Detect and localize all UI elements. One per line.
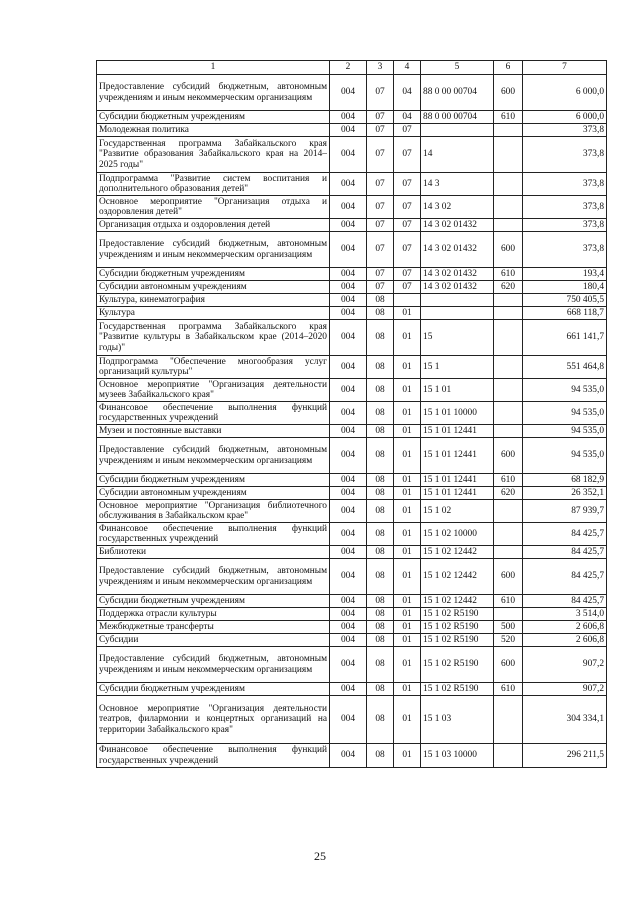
row-name: Субсидии бюджетным учреждениям [97,268,330,281]
header-row [97,61,607,75]
row-section: 07 [367,111,394,124]
row-target-code [421,124,494,137]
row-name: Финансовое обеспечение выполнения функций государственных учреждений [97,744,330,768]
header-cell: 5 [421,61,494,75]
row-section: 08 [367,379,394,402]
row-target-code: 15 1 02 12442 [421,559,494,595]
row-admin-code: 004 [330,232,367,268]
row-target-code: 14 3 02 01432 [421,219,494,232]
row-target-code: 14 3 02 01432 [421,232,494,268]
row-name: Поддержка отрасли культуры [97,608,330,621]
row-name: Основное мероприятие "Организация библиотечного обслуживания в Забайкальском крае" [97,500,330,523]
row-target-code: 14 3 02 01432 [421,268,494,281]
row-name: Предоставление субсидий бюджетным, автономным учреждениям и иным некоммерческим организациям [97,647,330,683]
row-target-code: 15 1 02 12442 [421,546,494,559]
row-name: Предоставление субсидий бюджетным, автономным учреждениям и иным некоммерческим организациям [97,438,330,474]
row-target-code: 15 1 02 12442 [421,595,494,608]
row-amount: 296 211,5 [523,744,607,768]
table-row [97,523,607,546]
row-expense-type: 610 [494,268,523,281]
row-target-code: 15 1 02 R5190 [421,634,494,647]
row-name: Подпрограмма "Обеспечение многообразия услуг организаций культуры" [97,356,330,379]
row-expense-type [494,696,523,744]
row-admin-code: 004 [330,438,367,474]
row-expense-type: 620 [494,487,523,500]
row-expense-type [494,320,523,356]
row-amount: 94 535,0 [523,438,607,474]
row-target-code: 15 1 02 R5190 [421,608,494,621]
row-subsection: 01 [394,744,421,768]
table-row [97,379,607,402]
table-row [97,124,607,137]
table-row [97,268,607,281]
row-name: Межбюджетные трансферты [97,621,330,634]
row-expense-type: 610 [494,111,523,124]
row-admin-code: 004 [330,268,367,281]
row-subsection: 04 [394,75,421,111]
row-section: 07 [367,196,394,219]
table-row [97,137,607,173]
row-subsection: 01 [394,487,421,500]
row-admin-code: 004 [330,559,367,595]
row-name: Государственная программа Забайкальского края "Развитие культуры в Забайкальском крае (2014–2020 годы)" [97,320,330,356]
table-row [97,307,607,320]
row-subsection: 01 [394,425,421,438]
row-expense-type: 600 [494,647,523,683]
row-section: 07 [367,75,394,111]
row-admin-code: 004 [330,487,367,500]
table-row [97,546,607,559]
row-name: Предоставление субсидий бюджетным, автономным учреждениям и иным некоммерческим организациям [97,559,330,595]
row-admin-code: 004 [330,683,367,696]
row-admin-code: 004 [330,523,367,546]
row-section: 08 [367,474,394,487]
page-number: 25 [314,849,326,863]
row-subsection: 07 [394,268,421,281]
row-amount: 907,2 [523,647,607,683]
row-target-code: 15 1 02 R5190 [421,683,494,696]
row-expense-type [494,546,523,559]
row-name: Культура, кинематография [97,294,330,307]
table-row [97,356,607,379]
row-subsection: 01 [394,379,421,402]
row-subsection: 01 [394,474,421,487]
row-amount: 84 425,7 [523,595,607,608]
row-section: 07 [367,281,394,294]
row-expense-type: 600 [494,232,523,268]
row-expense-type: 600 [494,75,523,111]
row-subsection: 01 [394,608,421,621]
row-target-code: 88 0 00 00704 [421,111,494,124]
row-section: 08 [367,487,394,500]
row-expense-type [494,294,523,307]
row-section: 08 [367,523,394,546]
table-row [97,487,607,500]
row-amount: 373,8 [523,124,607,137]
row-expense-type [494,379,523,402]
table-row [97,500,607,523]
table-row [97,647,607,683]
row-amount: 193,4 [523,268,607,281]
row-section: 08 [367,294,394,307]
row-section: 08 [367,634,394,647]
table-row [97,744,607,768]
row-target-code: 15 1 02 R5190 [421,647,494,683]
row-subsection: 01 [394,634,421,647]
row-amount: 2 606,8 [523,634,607,647]
row-admin-code: 004 [330,634,367,647]
row-admin-code: 004 [330,402,367,425]
row-name: Субсидии автономным учреждениям [97,281,330,294]
row-target-code: 15 1 01 10000 [421,402,494,425]
row-amount: 373,8 [523,196,607,219]
row-name: Организация отдыха и оздоровления детей [97,219,330,232]
row-admin-code: 004 [330,379,367,402]
row-subsection: 01 [394,683,421,696]
row-name: Государственная программа Забайкальского края "Развитие образования Забайкальского края на 2014–2025 годы" [97,137,330,173]
table-row [97,425,607,438]
row-subsection: 01 [394,402,421,425]
row-admin-code: 004 [330,111,367,124]
row-amount: 94 535,0 [523,379,607,402]
row-target-code: 15 1 03 [421,696,494,744]
row-section: 08 [367,559,394,595]
row-expense-type [494,744,523,768]
table-row [97,111,607,124]
row-target-code [421,307,494,320]
header-cell: 4 [394,61,421,75]
row-amount: 87 939,7 [523,500,607,523]
table-row [97,232,607,268]
row-admin-code: 004 [330,356,367,379]
row-expense-type [494,196,523,219]
row-name: Основное мероприятие "Организация отдыха и оздоровления детей" [97,196,330,219]
row-section: 08 [367,608,394,621]
table-row [97,559,607,595]
row-section: 07 [367,137,394,173]
row-subsection: 07 [394,232,421,268]
row-name: Основное мероприятие "Организация деятельности музеев Забайкальского края" [97,379,330,402]
row-target-code: 15 1 02 10000 [421,523,494,546]
row-subsection: 07 [394,173,421,196]
row-target-code: 15 1 02 R5190 [421,621,494,634]
row-expense-type [494,219,523,232]
row-target-code: 15 1 01 12441 [421,438,494,474]
table-row [97,402,607,425]
row-section: 08 [367,647,394,683]
row-name: Субсидии бюджетным учреждениям [97,683,330,696]
row-target-code: 15 1 [421,356,494,379]
table-row [97,196,607,219]
row-admin-code: 004 [330,281,367,294]
row-amount: 373,8 [523,232,607,268]
table-row [97,621,607,634]
row-expense-type: 620 [494,281,523,294]
row-subsection: 07 [394,281,421,294]
table-row [97,219,607,232]
row-admin-code: 004 [330,75,367,111]
table-body [97,75,607,768]
row-name: Субсидии бюджетным учреждениям [97,111,330,124]
row-section: 08 [367,438,394,474]
row-amount: 373,8 [523,173,607,196]
row-amount: 84 425,7 [523,546,607,559]
row-target-code: 14 3 02 01432 [421,281,494,294]
row-expense-type [494,356,523,379]
row-expense-type [494,307,523,320]
row-amount: 750 405,5 [523,294,607,307]
row-name: Молодежная политика [97,124,330,137]
row-section: 08 [367,402,394,425]
table-row [97,173,607,196]
row-name: Субсидии автономным учреждениям [97,487,330,500]
table-row [97,696,607,744]
row-name: Субсидии [97,634,330,647]
row-name: Предоставление субсидий бюджетным, автономным учреждениям и иным некоммерческим организациям [97,232,330,268]
row-admin-code: 004 [330,173,367,196]
row-amount: 304 334,1 [523,696,607,744]
row-target-code [421,294,494,307]
row-expense-type: 600 [494,438,523,474]
row-amount: 84 425,7 [523,523,607,546]
row-subsection: 01 [394,523,421,546]
row-subsection: 01 [394,320,421,356]
row-name: Субсидии бюджетным учреждениям [97,474,330,487]
row-section: 08 [367,307,394,320]
row-target-code: 15 1 01 [421,379,494,402]
row-name: Субсидии бюджетным учреждениям [97,595,330,608]
row-admin-code: 004 [330,621,367,634]
row-subsection: 01 [394,356,421,379]
row-admin-code: 004 [330,294,367,307]
row-subsection: 01 [394,595,421,608]
row-admin-code: 004 [330,595,367,608]
row-target-code: 14 3 [421,173,494,196]
row-name: Музеи и постоянные выставки [97,425,330,438]
row-subsection: 01 [394,696,421,744]
row-admin-code: 004 [330,500,367,523]
row-amount: 26 352,1 [523,487,607,500]
table-row [97,281,607,294]
row-expense-type: 610 [494,683,523,696]
row-section: 08 [367,356,394,379]
row-amount: 373,8 [523,137,607,173]
row-admin-code: 004 [330,425,367,438]
row-target-code: 88 0 00 00704 [421,75,494,111]
row-subsection: 01 [394,546,421,559]
row-section: 08 [367,621,394,634]
table-row [97,634,607,647]
row-expense-type: 520 [494,634,523,647]
table-row [97,294,607,307]
row-section: 07 [367,232,394,268]
row-admin-code: 004 [330,320,367,356]
row-admin-code: 004 [330,124,367,137]
row-subsection: 01 [394,621,421,634]
header-cell: 3 [367,61,394,75]
budget-table [96,60,607,768]
row-subsection: 01 [394,438,421,474]
row-expense-type: 610 [494,595,523,608]
row-expense-type [494,608,523,621]
row-amount: 68 182,9 [523,474,607,487]
row-subsection: 01 [394,647,421,683]
row-target-code: 14 [421,137,494,173]
row-section: 08 [367,744,394,768]
row-section: 08 [367,595,394,608]
row-subsection: 04 [394,111,421,124]
row-amount: 373,8 [523,219,607,232]
header-cell: 6 [494,61,523,75]
row-subsection: 07 [394,124,421,137]
row-subsection: 07 [394,137,421,173]
row-amount: 3 514,0 [523,608,607,621]
row-subsection: 01 [394,500,421,523]
header-cell: 1 [97,61,330,75]
row-target-code: 14 3 02 [421,196,494,219]
table-row [97,608,607,621]
row-expense-type [494,523,523,546]
row-section: 08 [367,546,394,559]
row-section: 08 [367,500,394,523]
row-amount: 84 425,7 [523,559,607,595]
row-subsection: 01 [394,559,421,595]
row-section: 08 [367,425,394,438]
row-admin-code: 004 [330,744,367,768]
table-row [97,474,607,487]
row-subsection: 01 [394,307,421,320]
row-amount: 661 141,7 [523,320,607,356]
row-section: 07 [367,124,394,137]
row-admin-code: 004 [330,696,367,744]
row-subsection [394,294,421,307]
row-admin-code: 004 [330,474,367,487]
row-admin-code: 004 [330,219,367,232]
table-row [97,438,607,474]
row-section: 07 [367,173,394,196]
row-amount: 668 118,7 [523,307,607,320]
table-row [97,683,607,696]
row-name: Основное мероприятие "Организация деятельности театров, филармонии и концертных организаций на территории Забайкальского края" [97,696,330,744]
row-expense-type [494,402,523,425]
row-section: 08 [367,696,394,744]
row-expense-type: 610 [494,474,523,487]
row-expense-type [494,500,523,523]
row-amount: 2 606,8 [523,621,607,634]
row-admin-code: 004 [330,546,367,559]
row-target-code: 15 1 01 12441 [421,487,494,500]
row-subsection: 07 [394,219,421,232]
row-admin-code: 004 [330,307,367,320]
row-section: 07 [367,268,394,281]
row-name: Финансовое обеспечение выполнения функций государственных учреждений [97,402,330,425]
row-name: Культура [97,307,330,320]
row-target-code: 15 1 03 10000 [421,744,494,768]
row-target-code: 15 1 02 [421,500,494,523]
row-amount: 551 464,8 [523,356,607,379]
table-row [97,595,607,608]
row-subsection: 07 [394,196,421,219]
row-admin-code: 004 [330,647,367,683]
row-name: Подпрограмма "Развитие систем воспитания и дополнительного образования детей" [97,173,330,196]
row-section: 08 [367,683,394,696]
row-target-code: 15 1 01 12441 [421,425,494,438]
row-amount: 180,4 [523,281,607,294]
row-target-code: 15 [421,320,494,356]
row-expense-type [494,124,523,137]
header-cell: 2 [330,61,367,75]
row-expense-type [494,425,523,438]
row-expense-type [494,173,523,196]
table-row [97,320,607,356]
table-row [97,75,607,111]
row-name: Финансовое обеспечение выполнения функций государственных учреждений [97,523,330,546]
row-name: Предоставление субсидий бюджетным, автономным учреждениям и иным некоммерческим организациям [97,75,330,111]
row-expense-type: 500 [494,621,523,634]
row-amount: 6 000,0 [523,111,607,124]
row-amount: 907,2 [523,683,607,696]
row-amount: 6 000,0 [523,75,607,111]
row-admin-code: 004 [330,196,367,219]
row-amount: 94 535,0 [523,402,607,425]
row-admin-code: 004 [330,608,367,621]
row-expense-type: 600 [494,559,523,595]
header-cell: 7 [523,61,607,75]
row-expense-type [494,137,523,173]
row-section: 08 [367,320,394,356]
row-target-code: 15 1 01 12441 [421,474,494,487]
row-section: 07 [367,219,394,232]
row-amount: 94 535,0 [523,425,607,438]
row-admin-code: 004 [330,137,367,173]
row-name: Библиотеки [97,546,330,559]
